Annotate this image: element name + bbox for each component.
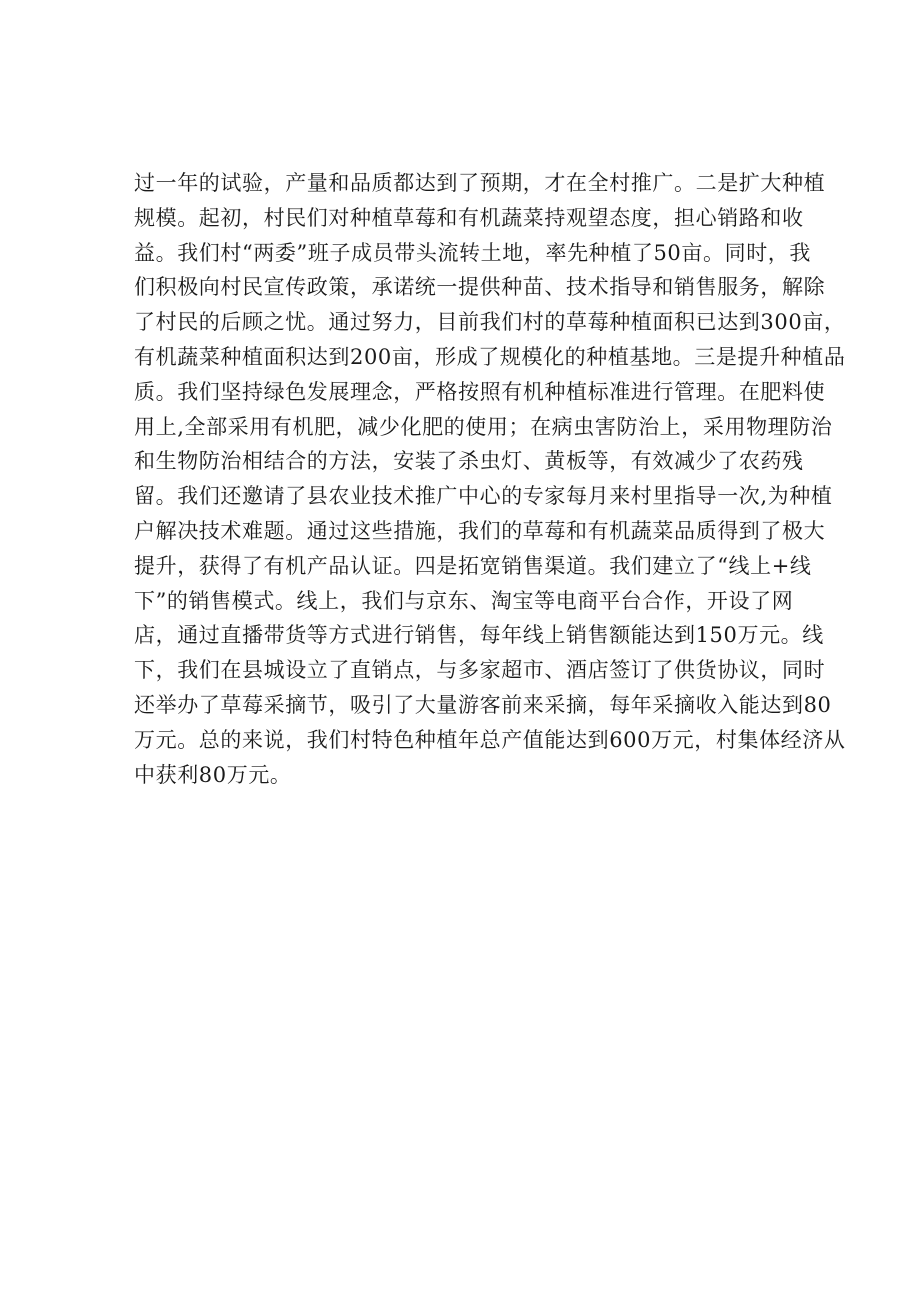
text-line-10: 留。我们还邀请了县农业技术推广中心的专家每月来村里指导一次,为种植 [134,484,833,509]
text-line-6: 有机蔬菜种植面积达到200亩，形成了规模化的种植基地。三是提升种植品 [134,344,846,369]
text-line-12: 提升，获得了有机产品认证。四是拓宽销售渠道。我们建立了“线上+线 [134,553,812,578]
text-line-16: 还举办了草莓采摘节，吸引了大量游客前来采摘，每年采摘收入能达到80 [134,692,832,717]
text-line-13: 下”的销售模式。线上，我们与京东、淘宝等电商平台合作，开设了网 [134,588,794,613]
text-line-17: 万元。总的来说，我们村特色种植年总产值能达到600万元，村集体经济从 [134,727,846,752]
text-line-5: 了村民的后顾之忧。通过努力，目前我们村的草莓种植面积已达到300亩， [134,310,846,335]
text-line-7: 质。我们坚持绿色发展理念，严格按照有机种植标准进行管理。在肥料使 [134,379,826,404]
text-line-4: 们积极向村民宣传政策，承诺统一提供种苗、技术指导和销售服务，解除 [134,275,826,300]
text-line-9: 和生物防治相结合的方法，安装了杀虫灯、黄板等，有效减少了农药残 [134,449,804,474]
text-line-15: 下，我们在县城设立了直销点，与多家超市、酒店签订了供货协议，同时 [134,658,826,683]
text-line-11: 户解决技术难题。通过这些措施，我们的草莓和有机蔬菜品质得到了极大 [134,518,826,543]
text-line-8: 用上,全部采用有机肥，减少化肥的使用；在病虫害防治上，采用物理防治 [134,414,833,439]
text-line-14: 店，通过直播带货等方式进行销售，每年线上销售额能达到150万元。线 [134,623,824,648]
document-body-text [134,166,846,792]
text-line-18: 中获利80万元。 [134,762,292,787]
text-line-2: 规模。起初，村民们对种植草莓和有机蔬菜持观望态度，担心销路和收 [134,205,804,230]
text-line-1: 过一年的试验，产量和品质都达到了预期，才在全村推广。二是扩大种植 [134,171,826,195]
text-line-3: 益。我们村“两委”班子成员带头流转土地，率先种植了50亩。同时，我 [134,240,811,265]
